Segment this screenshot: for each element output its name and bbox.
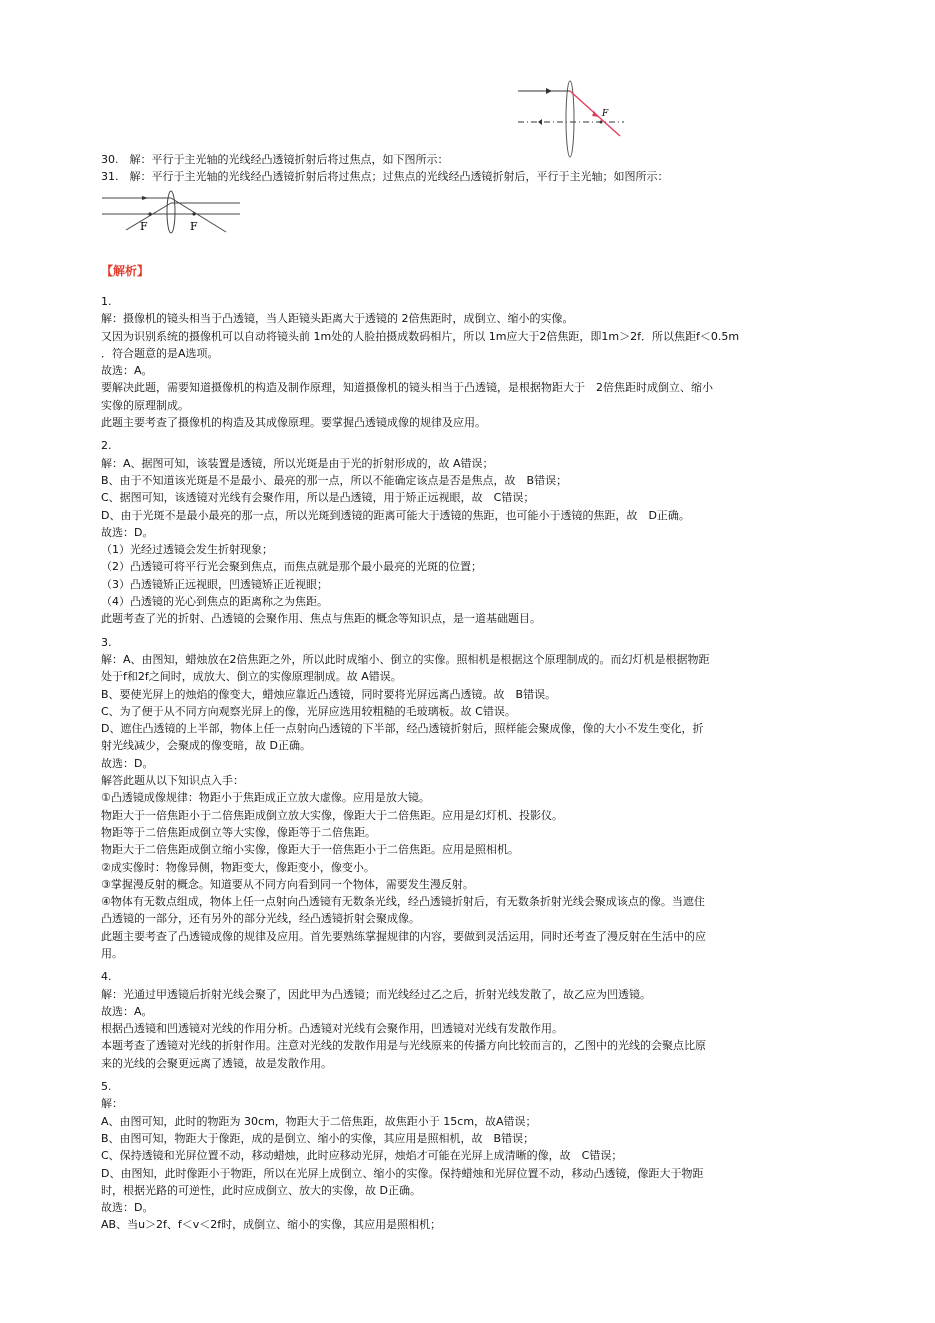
answer-line: 解： <box>101 1097 123 1111</box>
answer-line: 此题主要考查了凸透镜成像的规律及应用。首先要熟练掌握规律的内容，要做到灵活运用，同时还考查了漫反射在生活中的应 <box>101 929 706 943</box>
answer-line: B、要使光屏上的烛焰的像变大，蜡烛应靠近凸透镜，同时要将光屏远离凸透镜。故 B错误。 <box>101 687 557 701</box>
left-focus-label: F <box>140 220 148 233</box>
answer-line: D、由图知，此时像距小于物距，所以在光屏上成倒立、缩小的实像。保持蜡烛和光屏位置不动，移动凸透镜，像距大于物距 <box>101 1166 704 1180</box>
answer-line: B、由图可知，物距大于像距，成的是倒立、缩小的实像，其应用是照相机，故 B错误； <box>101 1131 535 1145</box>
right-focus-icon <box>192 212 195 215</box>
answer-number: 1. <box>101 295 112 308</box>
answer-line: （4）凸透镜的光心到焦点的距离称之为焦距。 <box>101 595 328 609</box>
answer-line: C、为了便于从不同方向观察光屏上的像，光屏应选用较粗糙的毛玻璃板。故 C错误。 <box>101 704 516 718</box>
ray-arrow-icon <box>546 88 552 94</box>
convex-lens-diagram-31 <box>102 190 240 236</box>
answer-line: 要解决此题，需要知道摄像机的构造及制作原理，知道摄像机的镜头相当于凸透镜，是根据物距大于 2倍焦距时成倒立、缩小 <box>101 381 713 395</box>
top-answers <box>101 151 861 186</box>
answer-line: 故选：D。 <box>101 756 154 770</box>
answer-line: ①凸透镜成像规律：物距小于焦距成正立放大虚像。应用是放大镜。 <box>101 791 430 805</box>
answer-line: 解：光通过甲透镜后折射光线会聚了，因此甲为凸透镜；而光线经过乙之后，折射光线发散了，故乙应为凹透镜。 <box>101 987 651 1001</box>
answer-30: 30. 解：平行于主光轴的光线经凸透镜折射后将过焦点，如下图所示： <box>101 153 449 166</box>
right-focus-label: F <box>190 220 198 233</box>
answer-line: 解：A、据图可知，该装置是透镜，所以光斑是由于光的折射形成的，故 A错误； <box>101 456 494 470</box>
axis-arrow-icon <box>538 119 542 125</box>
answer-31: 31. 解：平行于主光轴的光线经凸透镜折射后将过焦点；过焦点的光线经凸透镜折射后，平行于主光轴；如图所示： <box>101 170 669 184</box>
answer-line: 解答此题从以下知识点入手： <box>101 774 244 788</box>
answer-line: ②成实像时：物像异侧，物距变大，像距变小，像变小。 <box>101 860 375 874</box>
answer-line: C、保持透镜和光屏位置不动，移动蜡烛，此时应移动光屏，烛焰才可能在光屏上成清晰的像，故 C错误； <box>101 1149 623 1163</box>
answer-line: 凸透镜的一部分，还有另外的部分光线，经凸透镜折射会聚成像。 <box>101 912 420 926</box>
answer-block <box>101 1078 861 1234</box>
answer-line: 故选：A。 <box>101 364 153 378</box>
answer-line: 根据凸透镜和凹透镜对光线的作用分析。凸透镜对光线有会聚作用，凹透镜对光线有发散作用。 <box>101 1022 563 1036</box>
answer-line: 故选：D。 <box>101 525 154 539</box>
section-title: 【解析】 <box>101 264 150 278</box>
answer-line: 又因为识别系统的摄像机可以自动将镜头前 1m处的人脸拍摄成数码相片，所以 1m应大于2倍焦距，即1m＞2f．所以焦距f＜0.5m <box>101 329 740 343</box>
answer-line: 本题考查了透镜对光线的折射作用。注意对光线的发散作用是与光线原来的传播方向比较而言的，乙图中的光线的会聚点比原 <box>101 1039 706 1053</box>
answer-block <box>101 437 861 627</box>
answer-block <box>101 968 861 1072</box>
answer-number: 2. <box>101 439 112 453</box>
answer-line: （3）凸透镜矫正远视眼，凹透镜矫正近视眼； <box>101 577 328 591</box>
answer-line: ③掌握漫反射的概念。知道要从不同方向看到同一个物体，需要发生漫反射。 <box>101 877 474 891</box>
ray-arrow-icon <box>142 196 148 200</box>
answer-line: 用。 <box>101 946 123 960</box>
answer-line: 来的光线的会聚更远离了透镜，故是发散作用。 <box>101 1056 332 1070</box>
focus-incident-ray <box>126 203 171 230</box>
answer-line: （1）光经过透镜会发生折射现象； <box>101 543 273 557</box>
answer-line: 故选：D。 <box>101 1201 154 1215</box>
focus-point-icon <box>600 121 603 124</box>
convex-lens-diagram-30 <box>516 78 626 160</box>
answer-line: 物距大于二倍焦距成倒立缩小实像，像距大于一倍焦距小于二倍焦距。应用是照相机。 <box>101 843 519 857</box>
answer-block <box>101 293 861 431</box>
answer-number: 4. <box>101 970 112 984</box>
convex-lens-shape <box>167 191 175 233</box>
answer-line: 解：A、由图知，蜡烛放在2倍焦距之外，所以此时成缩小、倒立的实像。照相机是根据这个原理制成的。而幻灯机是根据物距 <box>101 652 710 666</box>
answer-block <box>101 634 861 963</box>
answer-line: AB、当u＞2f、f＜v＜2f时，成倒立、缩小的实像，其应用是照相机； <box>101 1218 442 1232</box>
convex-lens-shape <box>566 81 574 157</box>
answer-line: ④物体有无数点组成，物体上任一点射向凸透镜有无数条光线，经凸透镜折射后，有无数条折射光线会聚成该点的像。当遮住 <box>101 895 705 909</box>
answer-line: 射光线减少，会聚成的像变暗，故 D正确。 <box>101 739 311 753</box>
answer-line: C、据图可知，该透镜对光线有会聚作用，所以是凸透镜，用于矫正远视眼，故 C错误； <box>101 491 535 505</box>
answer-line: 物距大于一倍焦距小于二倍焦距成倒立放大实像，像距大于二倍焦距。应用是幻灯机、投影仪。 <box>101 808 563 822</box>
answer-line: ．符合题意的是A选项。 <box>101 346 219 360</box>
answer-line: 时，根据光路的可逆性，此时应成倒立、放大的实像，故 D正确。 <box>101 1183 421 1197</box>
focus-label: F <box>602 109 609 119</box>
answer-line: 此题考查了光的折射、凸透镜的会聚作用、焦点与焦距的概念等知识点，是一道基础题目。 <box>101 612 541 626</box>
left-focus-icon <box>148 212 151 215</box>
answer-line: 解：摄像机的镜头相当于凸透镜，当人距镜头距离大于透镜的 2倍焦距时，成倒立、缩小的实像。 <box>101 312 574 326</box>
answer-line: 物距等于二倍焦距成倒立等大实像，像距等于二倍焦距。 <box>101 825 376 839</box>
answer-line: D、由于光斑不是最小最亮的那一点，所以光斑到透镜的距离可能大于透镜的焦距，也可能小于透镜的焦距，故 D正确。 <box>101 508 690 522</box>
answer-number: 5. <box>101 1080 112 1094</box>
answer-number: 3. <box>101 635 112 649</box>
answer-line: 处于f和2f之间时，成放大、倒立的实像原理制成。故 A错误。 <box>101 670 402 684</box>
answer-line: 故选：A。 <box>101 1004 153 1018</box>
answer-line: 实像的原理制成。 <box>101 398 189 412</box>
answer-line: （2）凸透镜可将平行光会聚到焦点，而焦点就是那个最小最亮的光斑的位置； <box>101 560 482 574</box>
answer-line: D、遮住凸透镜的上半部，物体上任一点射向凸透镜的下半部，经凸透镜折射后，照样能会聚成像，像的大小不发生变化，折 <box>101 722 704 736</box>
answer-line: A、由图可知，此时的物距为 30cm，物距大于二倍焦距，故焦距小于 15cm，故A错误； <box>101 1114 537 1128</box>
answer-line: B、由于不知道该光斑是不是最小、最亮的那一点，所以不能确定该点是否是焦点，故 B错误； <box>101 473 568 487</box>
answers-body <box>101 293 861 1240</box>
answer-line: 此题主要考查了摄像机的构造及其成像原理。要掌握凸透镜成像的规律及应用。 <box>101 416 486 430</box>
